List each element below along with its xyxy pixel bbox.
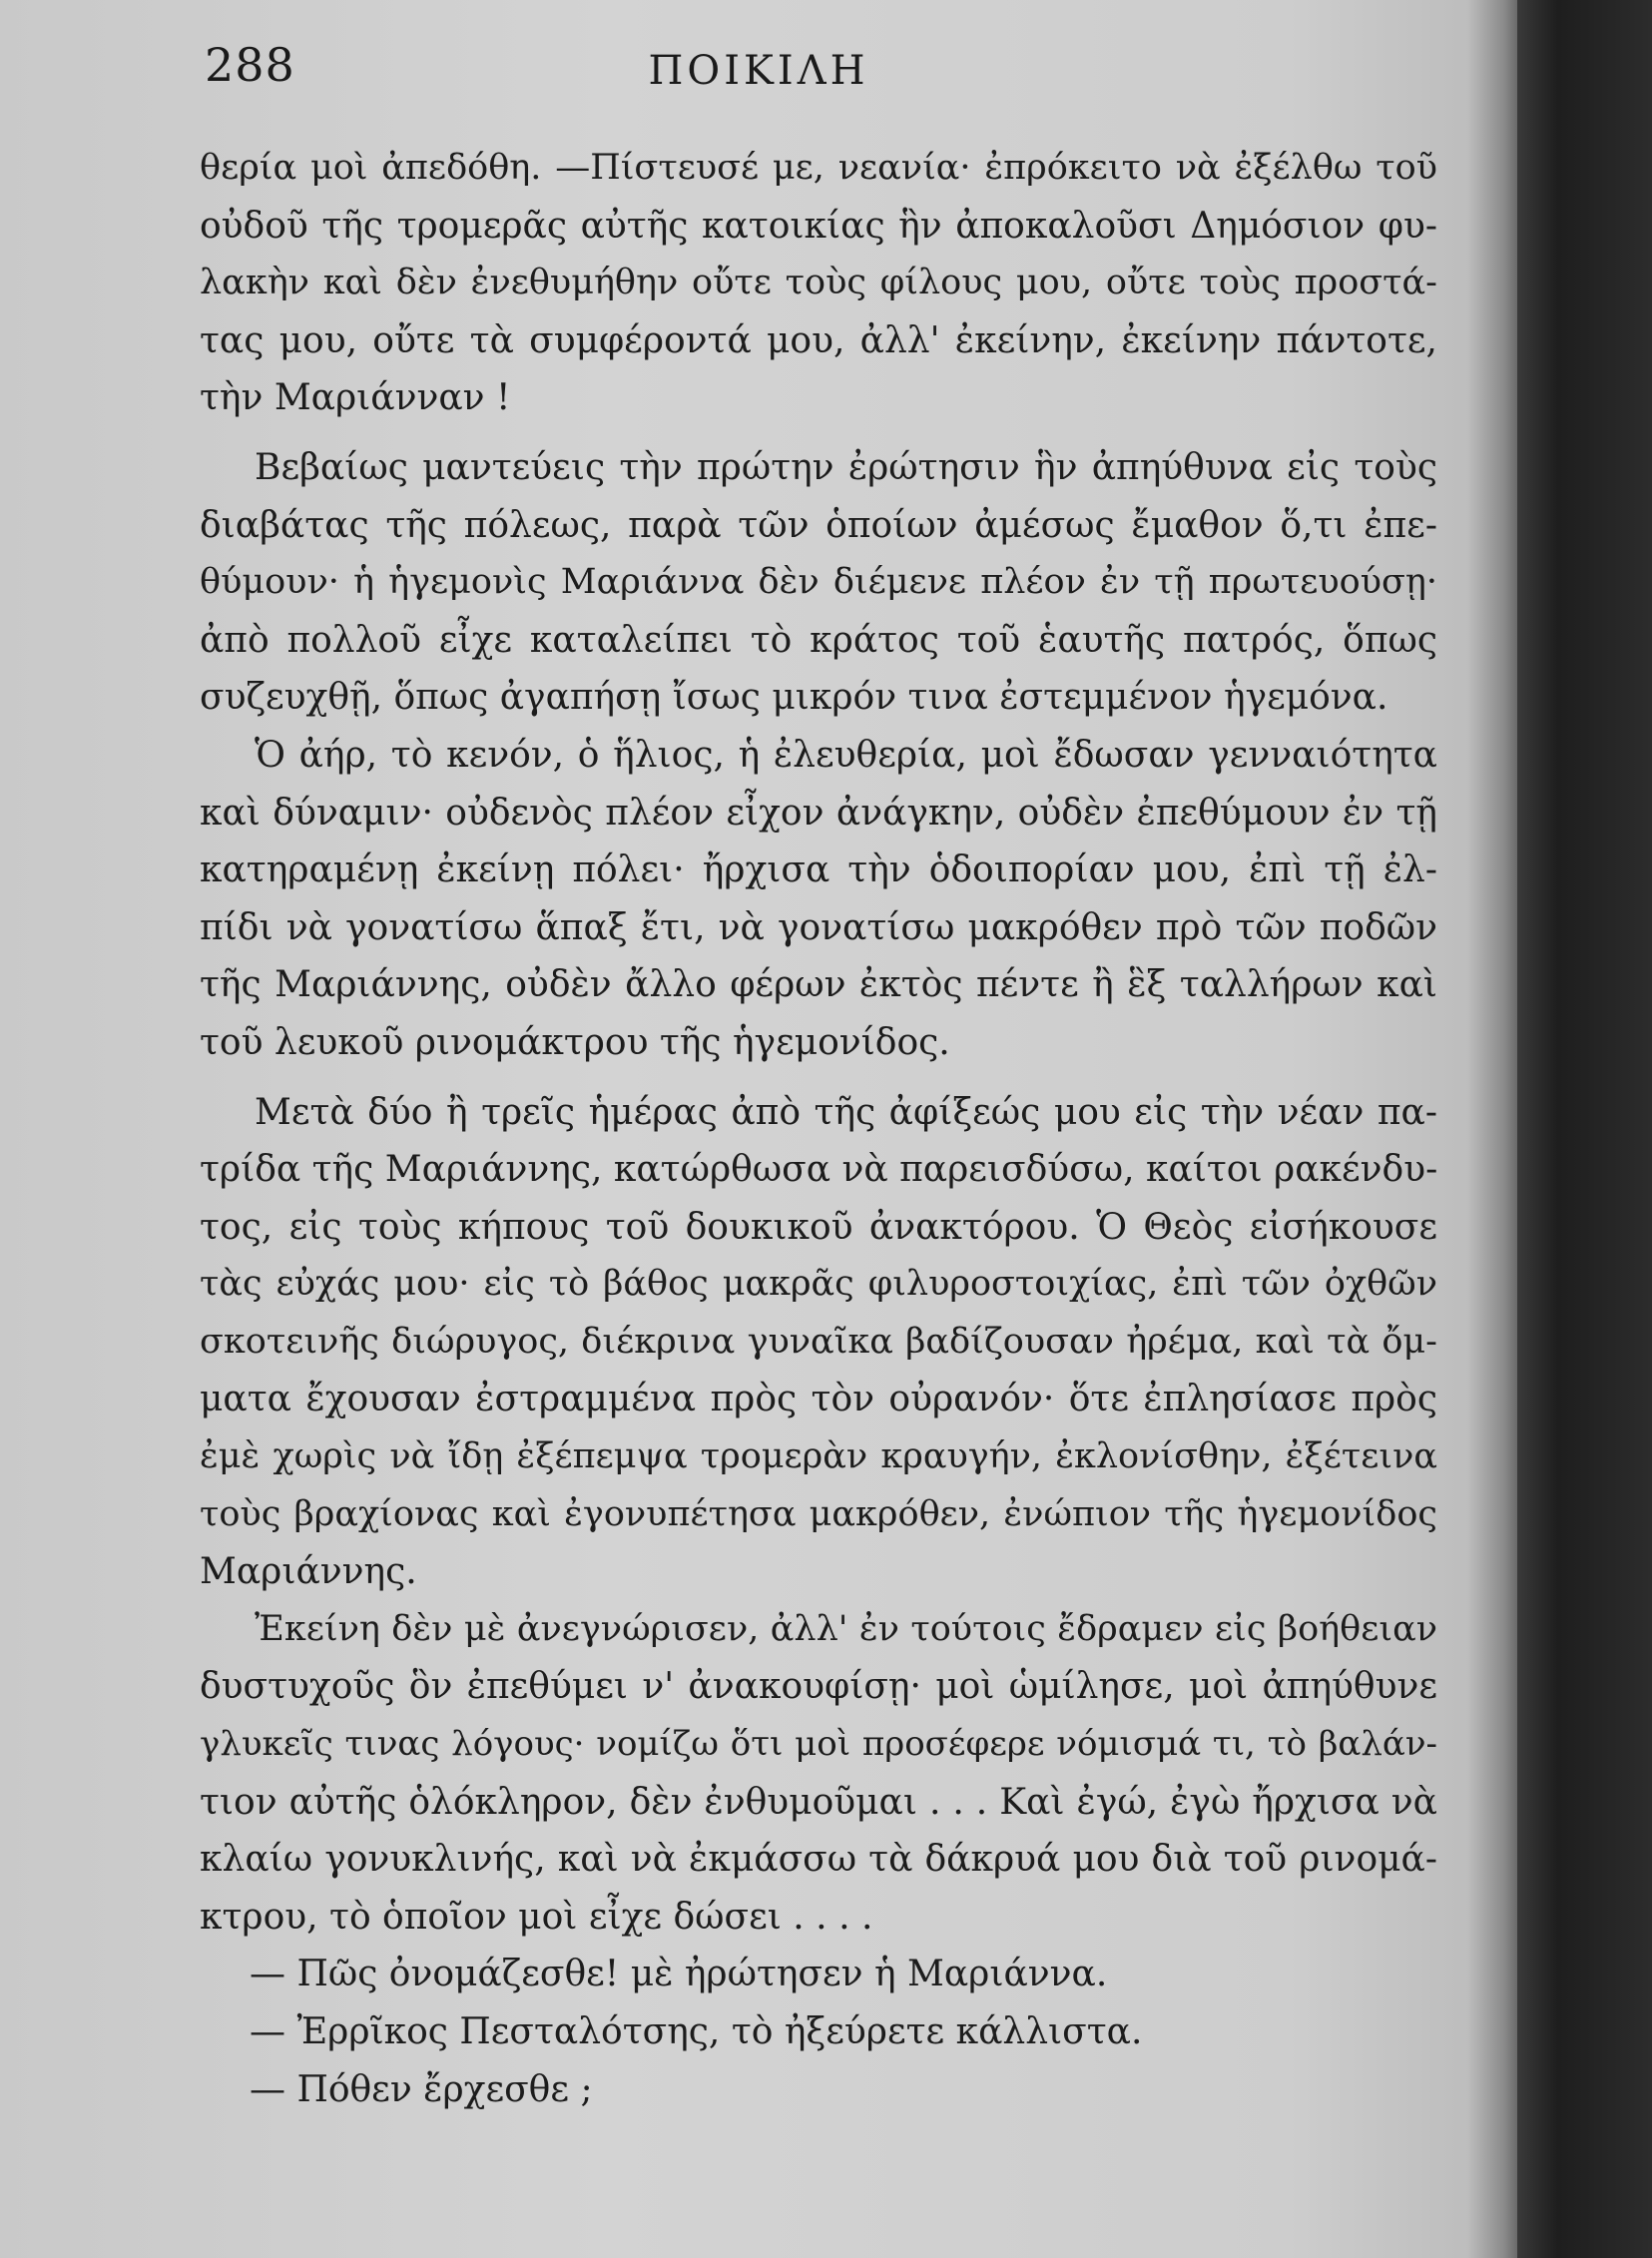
text-line: οὐδοῦ τῆς τρομερᾶς αὐτῆς κατοικίας ἣν ἀποκαλοῦσι Δημόσιον φυ- xyxy=(200,205,1437,247)
text-line: Μαριάννης. xyxy=(200,1551,417,1593)
text-line: Ὁ ἀήρ, τὸ κενόν, ὁ ἥλιος, ἡ ἐλευθερία, μοὶ ἔδωσαν γενναιότητα xyxy=(255,734,1437,776)
text-line: συζευχθῇ, ὅπως ἀγαπήσῃ ἴσως μικρόν τινα ἐστεμμένον ἡγεμόνα. xyxy=(200,677,1388,719)
text-line: ματα ἔχουσαν ἐστραμμένα πρὸς τὸν οὐρανόν· ὅτε ἐπλησίασε πρὸς xyxy=(200,1379,1437,1420)
text-line: θερία μοὶ ἀπεδόθη. —Πίστευσέ με, νεανία· ἐπρόκειτο νὰ ἐξέλθω τοῦ xyxy=(200,148,1437,188)
page-number: 288 xyxy=(205,38,295,92)
text-line: καὶ δύναμιν· οὐδενὸς πλέον εἶχον ἀνάγκην, οὐδὲν ἐπεθύμουν ἐν τῇ xyxy=(200,792,1437,834)
text-line: Μετὰ δύο ἢ τρεῖς ἡμέρας ἀπὸ τῆς ἀφίξεώς μου εἰς τὴν νέαν πα- xyxy=(255,1091,1437,1133)
text-line: κτρου, τὸ ὁποῖον μοὶ εἶχε δώσει . . . . xyxy=(200,1896,873,1938)
page-edge xyxy=(1517,0,1652,2258)
text-line: Ἐκείνη δὲν μὲ ἀνεγνώρισεν, ἀλλ' ἐν τούτοις ἔδραμεν εἰς βοήθειαν xyxy=(255,1608,1437,1649)
text-line: τρίδα τῆς Μαριάννης, κατώρθωσα νὰ παρεισδύσω, καίτοι ρακένδυ- xyxy=(200,1149,1437,1191)
text-line: κατηραμένῃ ἐκείνῃ πόλει· ἤρχισα τὴν ὁδοιπορίαν μου, ἐπὶ τῇ ἐλ- xyxy=(200,849,1437,891)
text-line: τῆς Μαριάννης, οὐδὲν ἄλλο φέρων ἐκτὸς πέντε ἢ ἓξ ταλλήρων καὶ xyxy=(200,964,1437,1006)
text-line: τος, εἰς τοὺς κήπους τοῦ δουκικοῦ ἀνακτόρου. Ὁ Θεὸς εἰσήκουσε xyxy=(200,1206,1437,1248)
text-line: τὴν Μαριάνναν ! xyxy=(200,377,511,419)
dialogue-line: — Πόθεν ἔρχεσθε ; xyxy=(250,2068,593,2110)
text-line: δυστυχοῦς ὃν ἐπεθύμει ν' ἀνακουφίσῃ· μοὶ ὡμίλησε, μοὶ ἀπηύθυνε xyxy=(200,1666,1437,1708)
text-line: τοὺς βραχίονας καὶ ἐγονυπέτησα μακρόθεν, ἐνώπιον τῆς ἡγεμονίδος xyxy=(200,1493,1437,1534)
text-line: τιον αὐτῆς ὁλόκληρον, δὲν ἐνθυμοῦμαι . . . Καὶ ἐγώ, ἐγὼ ἤρχισα νὰ xyxy=(200,1781,1437,1823)
text-line: λακὴν καὶ δὲν ἐνεθυμήθην οὔτε τοὺς φίλους μου, οὔτε τοὺς προστά- xyxy=(200,263,1437,303)
running-title: ΠΟΙΚΙΛΗ xyxy=(648,48,869,94)
text-line: ἐμὲ χωρὶς νὰ ἴδῃ ἐξέπεμψα τρομερὰν κραυγήν, ἐκλονίσθην, ἐξέτεινα xyxy=(200,1436,1437,1477)
text-line: τὰς εὐχάς μου· εἰς τὸ βάθος μακρᾶς φιλυροστοιχίας, ἐπὶ τῶν ὀχθῶν xyxy=(200,1264,1437,1305)
dialogue-line: — Πῶς ὀνομάζεσθε! μὲ ἠρώτησεν ἡ Μαριάννα. xyxy=(250,1954,1108,1995)
text-line: τοῦ λευκοῦ ρινομάκτρου τῆς ἡγεμονίδος. xyxy=(200,1021,950,1063)
text-line: σκοτεινῆς διώρυγος, διέκρινα γυναῖκα βαδίζουσαν ἠρέμα, καὶ τὰ ὄμ- xyxy=(200,1321,1437,1362)
dialogue-line: — Ἐρρῖκος Πεσταλότσης, τὸ ἠξεύρετε κάλλιστα. xyxy=(250,2011,1143,2052)
text-line: θύμουν· ἡ ἡγεμονὶς Μαριάννα δὲν διέμενε πλέον ἐν τῇ πρωτευούσῃ· xyxy=(200,562,1437,603)
text-line: κλαίω γονυκλινής, καὶ νὰ ἐκμάσσω τὰ δάκρυά μου διὰ τοῦ ρινομά- xyxy=(200,1839,1437,1881)
text-line: πίδι νὰ γονατίσω ἅπαξ ἔτι, νὰ γονατίσω μακρόθεν πρὸ τῶν ποδῶν xyxy=(200,906,1437,948)
text-line: Βεβαίως μαντεύεις τὴν πρώτην ἐρώτησιν ἣν ἀπηύθυνα εἰς τοὺς xyxy=(255,446,1437,488)
body-text xyxy=(200,140,1437,2118)
binding-shadow xyxy=(1467,0,1517,2258)
text-line: γλυκεῖς τινας λόγους· νομίζω ὅτι μοὶ προσέφερε νόμισμά τι, τὸ βαλάν- xyxy=(200,1724,1437,1765)
text-line: τας μου, οὔτε τὰ συμφέροντά μου, ἀλλ' ἐκείνην, ἐκείνην πάντοτε, xyxy=(200,319,1437,361)
text-line: διαβάτας τῆς πόλεως, παρὰ τῶν ὁποίων ἀμέσως ἔμαθον ὅ,τι ἐπε- xyxy=(200,504,1437,546)
text-line: ἀπὸ πολλοῦ εἶχε καταλείπει τὸ κράτος τοῦ ἑαυτῆς πατρός, ὅπως xyxy=(200,619,1437,661)
